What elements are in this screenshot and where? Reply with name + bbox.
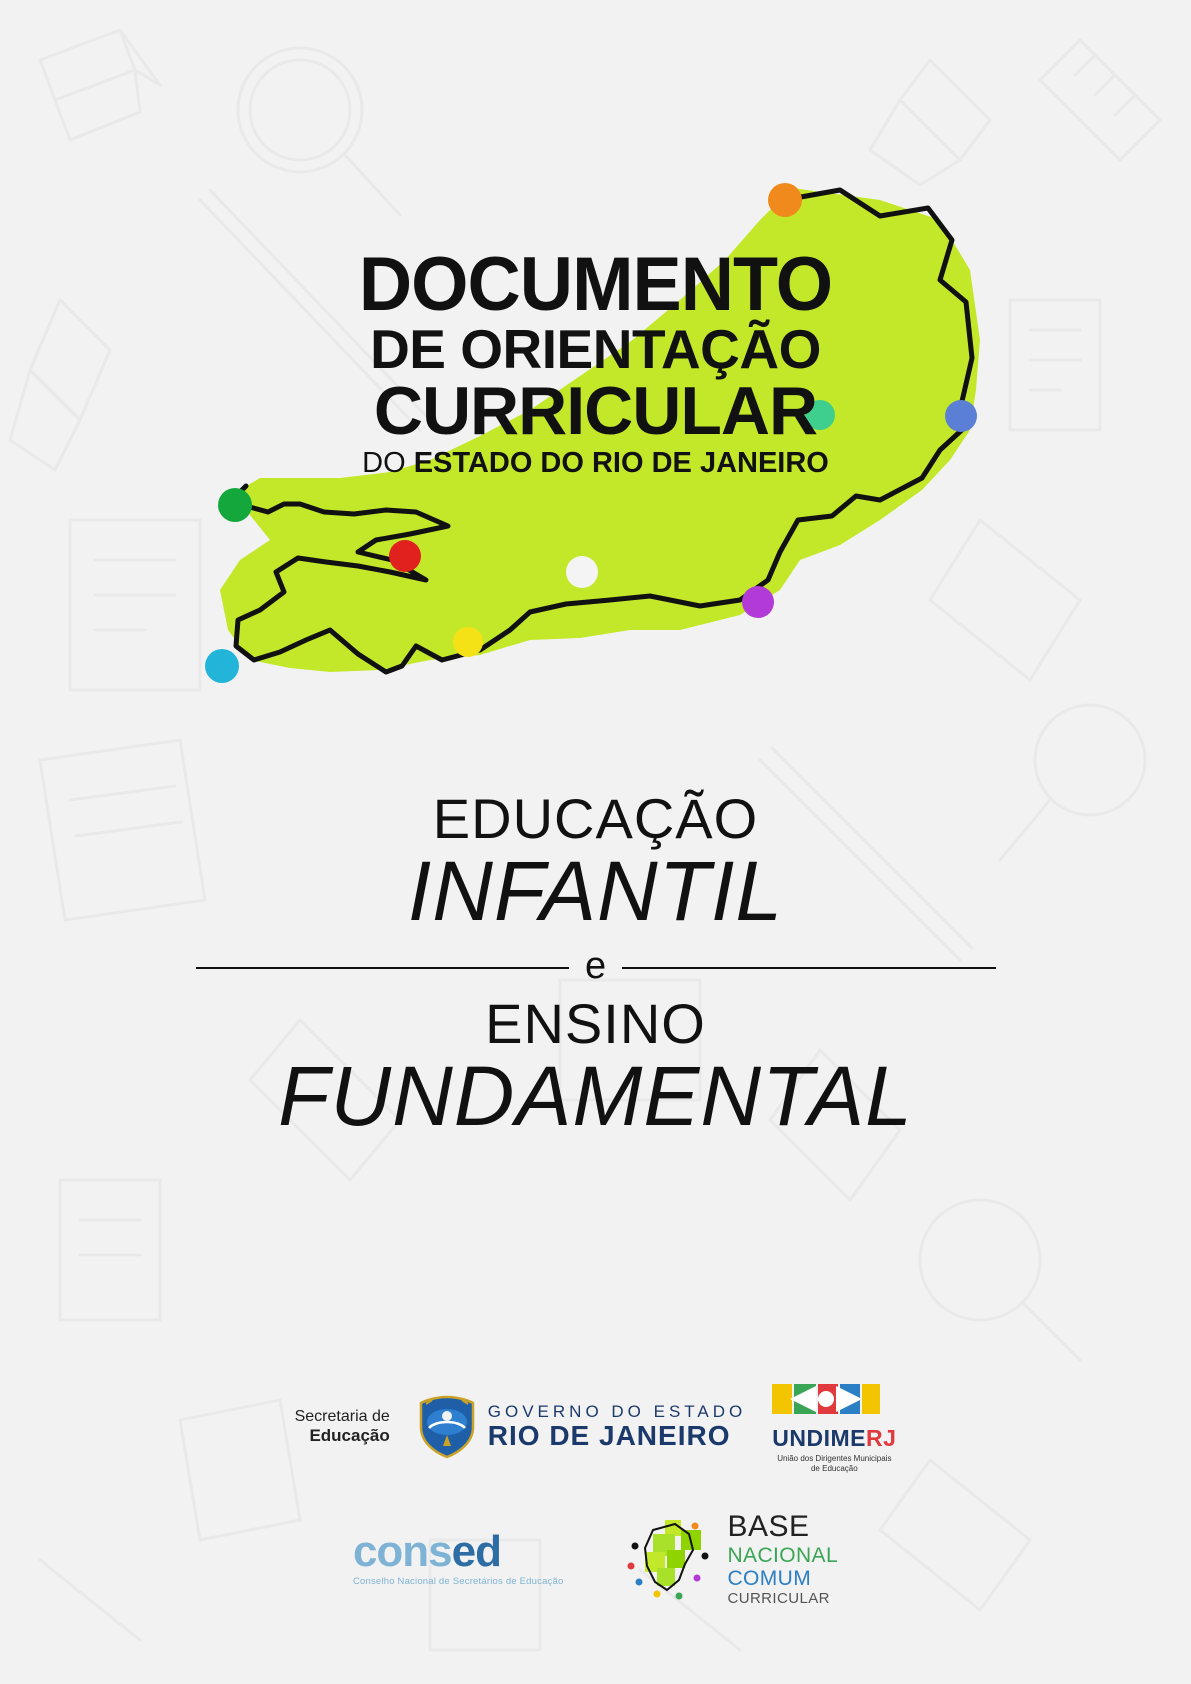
stage-titles <box>0 787 1191 1143</box>
logo-row-bottom <box>0 1510 1191 1607</box>
bncc-line4: CURRICULAR <box>727 1589 830 1607</box>
stage-fundamental: FUNDAMENTAL <box>278 1048 913 1143</box>
title-line-orientacao: DE ORIENTAÇÃO <box>370 317 821 380</box>
dot-white <box>566 556 598 588</box>
logo-undime-rj <box>772 1380 896 1474</box>
bncc-line1: BASE <box>727 1510 810 1543</box>
consed-name-part1: cons <box>352 1527 452 1577</box>
governo-line1: GOVERNO DO ESTADO <box>487 1402 747 1422</box>
logo-governo-rj <box>416 1394 747 1460</box>
title-estado-main: ESTADO DO RIO DE JANEIRO <box>413 446 829 479</box>
consed-name <box>352 1527 564 1577</box>
undime-subtitle <box>772 1454 896 1474</box>
dot-green <box>218 488 252 522</box>
governo-text <box>488 1403 747 1450</box>
bncc-line3: COMUM <box>727 1567 812 1591</box>
undime-name-text: UNDIME <box>772 1425 866 1451</box>
secretaria-line2: Educação <box>309 1426 390 1446</box>
governo-line2: RIO DE JANEIRO <box>487 1420 731 1452</box>
stage-educacao: EDUCAÇÃO <box>432 787 759 850</box>
undime-subtitle-line1: União dos Dirigentes Municipais <box>777 1454 892 1463</box>
dot-cyan <box>205 649 239 683</box>
divider-rule-right <box>622 967 995 969</box>
bncc-line2: NACIONAL <box>727 1543 839 1567</box>
dot-red <box>389 540 421 572</box>
bncc-text <box>727 1510 838 1607</box>
dot-blue <box>945 400 977 432</box>
brasao-rio-de-janeiro-icon <box>416 1394 478 1460</box>
title-line-documento: DOCUMENTO <box>358 242 833 327</box>
bncc-brasil-map-icon <box>623 1516 715 1602</box>
stage-ensino: ENSINO <box>485 991 706 1055</box>
undime-subtitle-line2: de Educação <box>810 1464 858 1473</box>
dot-yellow <box>453 627 483 657</box>
stage-conjunction: e <box>584 944 607 987</box>
dot-orange <box>768 183 802 217</box>
logo-row-top <box>0 1380 1191 1474</box>
title-line-curricular: CURRICULAR <box>373 372 818 449</box>
consed-subtitle: Conselho Nacional de Secretários de Educação <box>352 1576 564 1588</box>
title-estado-prefix: DO <box>362 446 406 479</box>
stage-infantil: INFANTIL <box>407 843 784 938</box>
rio-de-janeiro-map <box>180 160 1020 720</box>
stage-divider <box>196 944 996 987</box>
undime-name <box>772 1425 896 1452</box>
undime-uf: RJ <box>866 1425 897 1451</box>
logo-secretaria-educacao <box>295 1408 390 1446</box>
logo-bncc <box>623 1510 838 1607</box>
divider-rule-left <box>196 967 569 969</box>
hero-section <box>0 150 1191 750</box>
undime-mark-icon <box>772 1380 880 1420</box>
logo-consed <box>352 1527 564 1588</box>
consed-name-part2: ed <box>451 1527 501 1577</box>
logo-section <box>0 1380 1191 1607</box>
secretaria-line1: Secretaria de <box>294 1408 390 1426</box>
dot-green-light <box>805 400 835 430</box>
dot-purple <box>742 586 774 618</box>
